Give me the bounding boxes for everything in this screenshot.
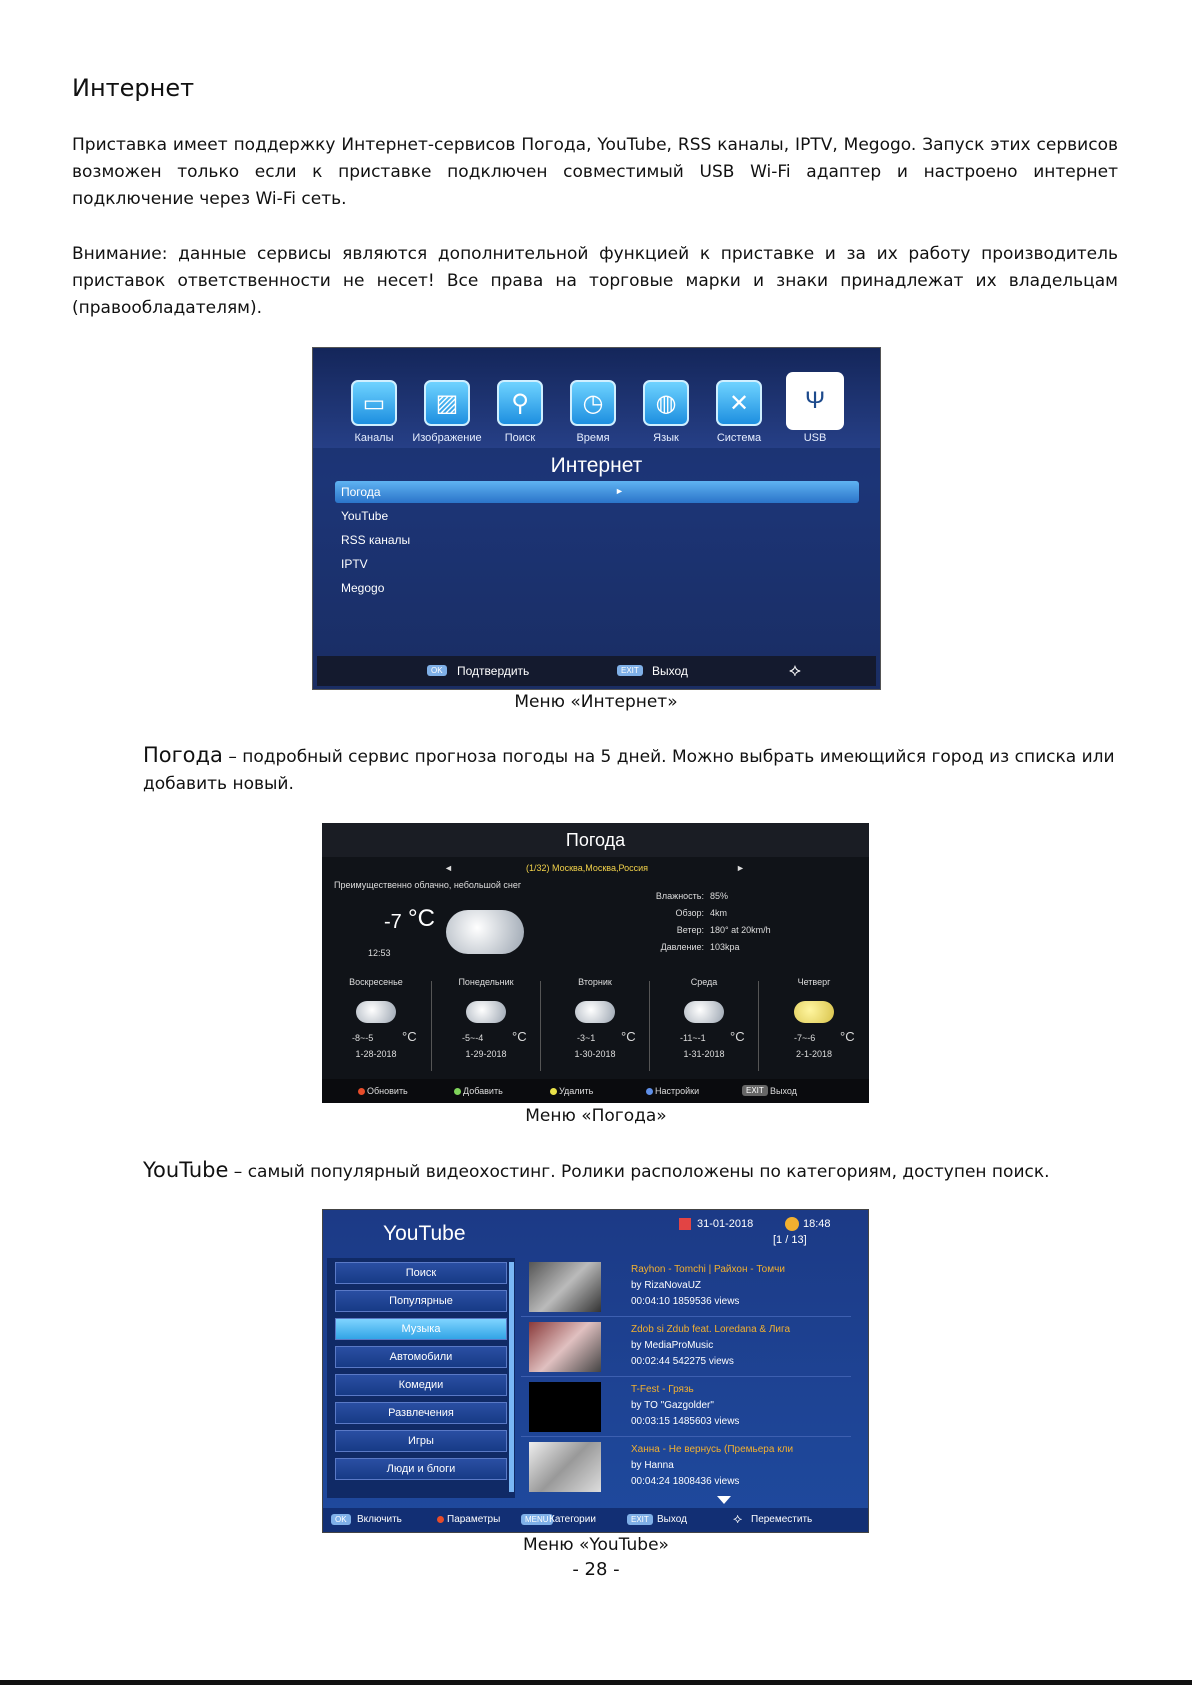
bottom-rule bbox=[0, 1680, 1192, 1685]
settings-button[interactable] bbox=[646, 1086, 699, 1096]
refresh-label: Обновить bbox=[367, 1086, 408, 1096]
video-meta: 00:03:15 1485603 views bbox=[631, 1416, 740, 1427]
video-title: Ханна - Не вернусь (Премьера кли bbox=[631, 1444, 794, 1455]
internet-menu-screenshot bbox=[312, 347, 881, 690]
video-author: by RizaNovaUZ bbox=[631, 1280, 702, 1291]
detail-value: 85% bbox=[710, 891, 729, 901]
tv-icon: ▭ bbox=[351, 380, 397, 426]
video-meta: 00:02:44 542275 views bbox=[631, 1356, 734, 1367]
forecast-day bbox=[760, 977, 868, 1067]
day-unit: °C bbox=[512, 1029, 527, 1044]
category-people-blogs[interactable]: Люди и блоги bbox=[335, 1458, 507, 1480]
arrow-right-icon: ► bbox=[615, 486, 624, 496]
scroll-down-icon[interactable] bbox=[717, 1496, 731, 1504]
city-label: (1/32) Москва,Москва,Россия bbox=[526, 863, 648, 873]
day-range: -7~-6 bbox=[794, 1033, 816, 1043]
icon-label: Время bbox=[576, 432, 610, 444]
day-name: Четверг bbox=[797, 977, 831, 987]
exit-label: Выход bbox=[657, 1514, 687, 1525]
current-temp: -7 bbox=[384, 911, 402, 933]
navigate-icon: ⟡ bbox=[789, 660, 801, 680]
usb-icon: Ψ bbox=[786, 372, 844, 430]
category-cars[interactable]: Автомобили bbox=[335, 1346, 507, 1368]
icon-label: Система bbox=[716, 432, 762, 444]
day-name: Среда bbox=[690, 977, 718, 987]
day-date: 2-1-2018 bbox=[795, 1049, 833, 1059]
forecast-day bbox=[541, 977, 649, 1067]
menu-key-icon: MENU bbox=[521, 1514, 553, 1525]
calendar-icon bbox=[679, 1218, 691, 1230]
delete-button[interactable] bbox=[550, 1086, 593, 1096]
video-author: by Hanna bbox=[631, 1460, 674, 1471]
caption-weather: Меню «Погода» bbox=[525, 1106, 667, 1126]
video-meta: 00:04:24 1808436 views bbox=[631, 1476, 740, 1487]
add-button[interactable] bbox=[454, 1086, 503, 1096]
page-heading: Интернет bbox=[72, 74, 195, 102]
separator bbox=[758, 981, 759, 1071]
detail-key: Обзор: bbox=[675, 908, 704, 918]
video-thumbnail bbox=[529, 1442, 601, 1492]
green-dot-icon bbox=[454, 1088, 461, 1095]
day-unit: °C bbox=[621, 1029, 636, 1044]
refresh-button[interactable] bbox=[358, 1086, 408, 1096]
cloud-snow-icon bbox=[684, 1001, 724, 1023]
condition-text: Преимущественно облачно, небольшой снег bbox=[334, 880, 522, 890]
exit-key-icon: EXIT bbox=[742, 1085, 768, 1096]
video-thumbnail bbox=[529, 1262, 601, 1312]
weather-description bbox=[143, 742, 1133, 798]
cloud-snow-icon bbox=[466, 1001, 506, 1023]
video-author: by MediaProMusic bbox=[631, 1340, 714, 1351]
day-date: 1-30-2018 bbox=[574, 1049, 616, 1059]
day-range: -3~1 bbox=[577, 1033, 596, 1043]
video-meta: 00:04:10 1859536 views bbox=[631, 1296, 740, 1307]
menu-title: Интернет bbox=[550, 454, 643, 477]
detail-key: Ветер: bbox=[676, 925, 704, 935]
day-unit: °C bbox=[840, 1029, 855, 1044]
category-music[interactable]: Музыка bbox=[335, 1318, 507, 1340]
detail-value: 103kpa bbox=[710, 942, 740, 952]
menu-item-youtube[interactable]: YouTube bbox=[341, 509, 389, 523]
bottom-bar bbox=[317, 656, 876, 686]
video-row[interactable] bbox=[521, 1378, 851, 1437]
settings-label: Настройки bbox=[655, 1086, 700, 1096]
red-dot-icon bbox=[437, 1516, 444, 1523]
detail-value: 4km bbox=[710, 908, 728, 918]
category-popular[interactable]: Популярные bbox=[335, 1290, 507, 1312]
ok-key-icon: OK bbox=[427, 665, 447, 676]
search-icon: ⚲ bbox=[497, 380, 543, 426]
confirm-label: Подтвердить bbox=[457, 664, 530, 678]
date-label: 31-01-2018 bbox=[697, 1218, 754, 1230]
youtube-screenshot bbox=[322, 1209, 869, 1533]
exit-label[interactable]: Выход bbox=[770, 1086, 797, 1096]
day-unit: °C bbox=[402, 1029, 417, 1044]
page-indicator: [1 / 13] bbox=[773, 1234, 807, 1246]
navigate-icon: ⟡ bbox=[733, 1510, 743, 1526]
video-title: T-Fest - Грязь bbox=[631, 1384, 694, 1395]
day-range: -8~-5 bbox=[352, 1033, 374, 1043]
category-sidebar bbox=[327, 1258, 515, 1498]
move-label: Переместить bbox=[751, 1514, 813, 1525]
cloud-icon bbox=[356, 1001, 396, 1023]
categories-label: Категории bbox=[549, 1514, 596, 1525]
weather-term: Погода bbox=[143, 743, 223, 767]
day-range: -11~-1 bbox=[680, 1033, 706, 1043]
cloud-snow-icon bbox=[575, 1001, 615, 1023]
icon-label: USB bbox=[803, 432, 827, 444]
red-dot-icon bbox=[358, 1088, 365, 1095]
params-label: Параметры bbox=[447, 1514, 501, 1525]
video-author: by TO "Gazgolder" bbox=[631, 1400, 714, 1411]
video-title: Zdob si Zdub feat. Loredana & Лига bbox=[631, 1324, 791, 1335]
delete-label: Удалить bbox=[559, 1086, 594, 1096]
day-date: 1-31-2018 bbox=[683, 1049, 725, 1059]
sun-cloud-icon bbox=[794, 1001, 834, 1023]
arrow-right-icon: ► bbox=[736, 863, 745, 873]
weather-screenshot bbox=[322, 823, 869, 1103]
play-label: Включить bbox=[357, 1514, 402, 1525]
icon-label: Изображение bbox=[412, 432, 482, 444]
detail-key: Давление: bbox=[660, 942, 704, 952]
exit-label: Выход bbox=[652, 664, 688, 678]
detail-value: 180° at 20km/h bbox=[710, 925, 771, 935]
icon-label: Поиск bbox=[504, 432, 536, 444]
menu-item-iptv[interactable]: IPTV bbox=[341, 557, 368, 571]
temp-unit: °C bbox=[408, 905, 435, 932]
tools-icon: ✕ bbox=[716, 380, 762, 426]
cloud-snow-icon bbox=[446, 910, 524, 954]
add-label: Добавить bbox=[463, 1086, 503, 1096]
warning-paragraph: Внимание: данные сервисы являются дополнительной функцией к приставке и за их работу производитель приставок ответственности не несет! Все права на торговые марки и знаки принадлежат их владельцам (правообладателям). bbox=[72, 244, 1118, 318]
caption-youtube: Меню «YouTube» bbox=[523, 1535, 669, 1555]
video-thumbnail bbox=[529, 1382, 601, 1432]
page-number: - 28 - bbox=[572, 1559, 620, 1580]
arrow-left-icon: ◄ bbox=[444, 863, 453, 873]
menu-item-megogo[interactable]: Megogo bbox=[341, 581, 385, 595]
category-comedy[interactable]: Комедии bbox=[335, 1374, 507, 1396]
category-entertainment[interactable]: Развлечения bbox=[335, 1402, 507, 1424]
forecast-day bbox=[322, 977, 430, 1067]
ok-key-icon: OK bbox=[331, 1514, 351, 1525]
icon-label: Язык bbox=[653, 432, 679, 444]
weather-text: – подробный сервис прогноза погоды на 5 дней. Можно выбрать имеющийся город из списка или добавить новый. bbox=[143, 747, 1115, 794]
menu-item-weather[interactable]: Погода bbox=[341, 485, 381, 499]
time-label: 18:48 bbox=[803, 1218, 831, 1230]
youtube-description bbox=[143, 1157, 1133, 1186]
day-unit: °C bbox=[730, 1029, 745, 1044]
video-title: Rayhon - Tomchi | Райхон - Томчи bbox=[631, 1264, 785, 1275]
youtube-text: – самый популярный видеохостинг. Ролики расположены по категориям, доступен поиск. bbox=[228, 1162, 1050, 1182]
video-row[interactable] bbox=[521, 1318, 851, 1377]
video-row[interactable] bbox=[521, 1258, 851, 1317]
current-time: 12:53 bbox=[368, 948, 391, 958]
category-search[interactable]: Поиск bbox=[335, 1262, 507, 1284]
caption-internet: Меню «Интернет» bbox=[514, 692, 678, 712]
image-icon: ▨ bbox=[424, 380, 470, 426]
forecast-day bbox=[650, 977, 758, 1067]
exit-key-icon: EXIT bbox=[627, 1514, 653, 1525]
exit-key-icon: EXIT bbox=[617, 665, 643, 676]
blue-dot-icon bbox=[646, 1088, 653, 1095]
day-date: 1-29-2018 bbox=[465, 1049, 507, 1059]
intro-paragraph: Приставка имеет поддержку Интернет-сервисов Погода, YouTube, RSS каналы, IPTV, Megogo. Запуск этих сервисов возможен только если к приставке подключен совместимый USB Wi-Fi адаптер и настроено интернет подключение через Wi-Fi сеть. bbox=[72, 135, 1118, 209]
menu-item-rss[interactable]: RSS каналы bbox=[341, 533, 411, 547]
icon-bar bbox=[313, 348, 880, 448]
day-name: Воскресенье bbox=[349, 977, 403, 987]
youtube-term: YouTube bbox=[143, 1158, 229, 1182]
forecast-day bbox=[432, 977, 540, 1067]
day-name: Вторник bbox=[578, 977, 612, 987]
video-thumbnail bbox=[529, 1322, 601, 1372]
youtube-title: YouTube bbox=[383, 1222, 466, 1245]
detail-key: Влажность: bbox=[655, 891, 704, 901]
day-date: 1-28-2018 bbox=[355, 1049, 397, 1059]
youtube-bottom-bar bbox=[323, 1508, 868, 1532]
icon-label: Каналы bbox=[354, 432, 394, 444]
globe-icon: ◍ bbox=[643, 380, 689, 426]
clock-icon bbox=[785, 1217, 799, 1231]
clock-icon: ◷ bbox=[570, 380, 616, 426]
weather-bottom-bar bbox=[322, 1079, 869, 1103]
category-games[interactable]: Игры bbox=[335, 1430, 507, 1452]
scrollbar[interactable] bbox=[509, 1262, 514, 1492]
menu-selection-highlight bbox=[335, 481, 859, 503]
video-row[interactable] bbox=[521, 1438, 851, 1496]
day-name: Понедельник bbox=[458, 977, 514, 987]
yellow-dot-icon bbox=[550, 1088, 557, 1095]
day-range: -5~-4 bbox=[462, 1033, 484, 1043]
weather-title: Погода bbox=[322, 823, 869, 857]
